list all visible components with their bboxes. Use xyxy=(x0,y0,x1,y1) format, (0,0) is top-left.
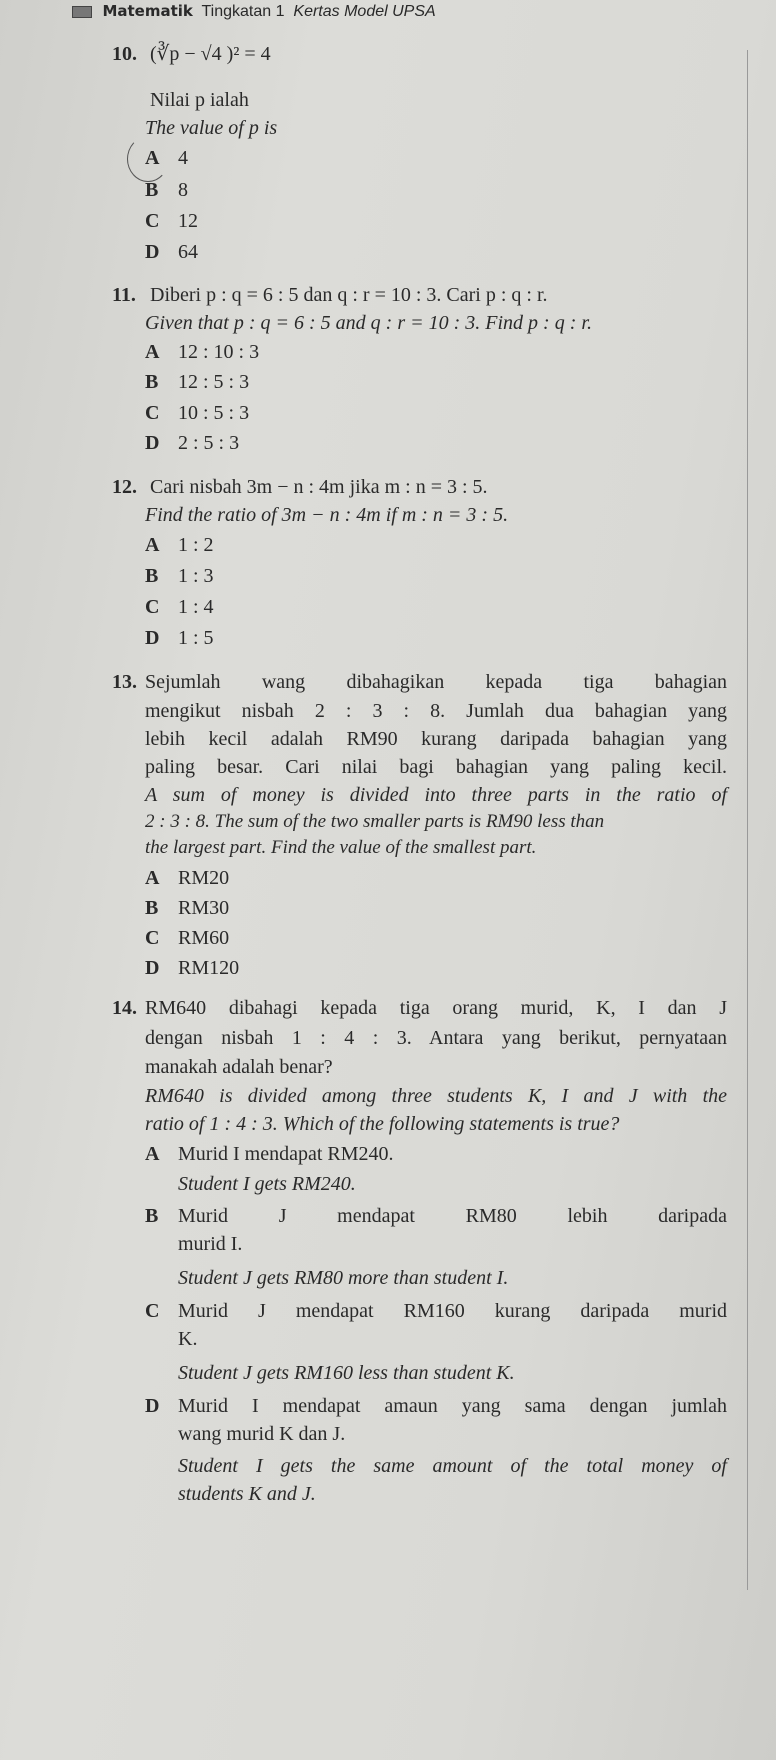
q13-option-c: RM60 xyxy=(178,927,230,949)
q11-option-d: 2 : 5 : 3 xyxy=(178,432,240,454)
q12-option-d-letter[interactable]: D xyxy=(145,627,160,649)
q13-stem-en-line: 2 : 3 : 8. The sum of the two smaller parts is RM90 less than xyxy=(145,811,605,832)
q10-option-b: 8 xyxy=(178,179,188,201)
q11-option-b: 12 : 5 : 3 xyxy=(178,371,250,393)
q12-stem-en: Find the ratio of 3m − n : 4m if m : n = 3 : 5. xyxy=(145,504,509,526)
q10-option-c-letter[interactable]: C xyxy=(145,210,160,232)
header-level: Tingkatan 1 xyxy=(201,3,285,20)
publisher-logo-icon xyxy=(72,6,92,18)
q14-option-b-letter[interactable]: B xyxy=(145,1205,159,1227)
q10-option-a-letter[interactable]: A xyxy=(145,147,160,169)
q12-option-a-letter[interactable]: A xyxy=(145,534,160,556)
q11-stem-en: Given that p : q = 6 : 5 and q : r = 10 : 3. Find p : q : r. xyxy=(145,312,592,334)
header-subject: Matematik xyxy=(102,2,193,20)
header-paper: Kertas Model UPSA xyxy=(293,3,436,20)
q13-stem-en-line: the largest part. Find the value of the smallest part. xyxy=(145,837,537,858)
q13-stem-ms-line: paling besar. Cari nilai bagi bahagian yang paling kecil. xyxy=(145,756,727,778)
q11-option-b-letter[interactable]: B xyxy=(145,371,159,393)
q13-option-b: RM30 xyxy=(178,897,230,919)
q12-option-b-letter[interactable]: B xyxy=(145,565,159,587)
q10-option-b-letter[interactable]: B xyxy=(145,179,159,201)
q14-option-c-ms: Murid J mendapat RM160 kurang daripada murid xyxy=(178,1300,727,1322)
q13-stem-ms-line: mengikut nisbah 2 : 3 : 8. Jumlah dua bahagian yang xyxy=(145,700,727,722)
q13-option-c-letter[interactable]: C xyxy=(145,927,160,949)
q14-option-c-en: Student J gets RM160 less than student K. xyxy=(178,1362,515,1384)
q14-option-a-letter[interactable]: A xyxy=(145,1143,160,1165)
q14-stem-ms-line: manakah adalah benar? xyxy=(145,1056,333,1078)
q14-stem-en-line: ratio of 1 : 4 : 3. Which of the following statements is true? xyxy=(145,1113,620,1135)
q10-number: 10. xyxy=(112,43,137,65)
q13-stem-en-line: A sum of money is divided into three parts in the ratio of xyxy=(145,784,727,806)
q11-option-d-letter[interactable]: D xyxy=(145,432,160,454)
q14-option-c-ms: K. xyxy=(178,1328,198,1350)
q11-stem-ms: Diberi p : q = 6 : 5 dan q : r = 10 : 3. Cari p : q : r. xyxy=(150,284,548,306)
q10-option-a: 4 xyxy=(178,147,188,169)
q13-stem-ms-line: lebih kecil adalah RM90 kurang daripada bahagian yang xyxy=(145,728,727,750)
q10-option-c: 12 xyxy=(178,210,198,232)
q10-stem-ms: Nilai p ialah xyxy=(150,89,249,111)
q13-number: 13. xyxy=(112,671,137,693)
page-header xyxy=(72,2,436,21)
q12-option-c-letter[interactable]: C xyxy=(145,596,160,618)
q11-option-a-letter[interactable]: A xyxy=(145,341,160,363)
q11-number: 11. xyxy=(112,284,136,306)
q14-option-d-ms: wang murid K dan J. xyxy=(178,1423,346,1445)
q12-stem-ms: Cari nisbah 3m − n : 4m jika m : n = 3 : 5. xyxy=(150,476,488,498)
q13-option-d: RM120 xyxy=(178,957,240,979)
q10-equation: (∛p − √4 )² = 4 xyxy=(150,43,271,65)
q14-stem-ms-line: dengan nisbah 1 : 4 : 3. Antara yang berikut, pernyataan xyxy=(145,1027,727,1049)
q10-option-d: 64 xyxy=(178,241,198,263)
q11-option-c: 10 : 5 : 3 xyxy=(178,402,250,424)
q14-stem-ms-line: RM640 dibahagi kepada tiga orang murid, K, I dan J xyxy=(145,997,727,1019)
q14-option-d-ms: Murid I mendapat amaun yang sama dengan jumlah xyxy=(178,1395,727,1417)
margin-rule xyxy=(747,50,748,1590)
q10-stem-en: The value of p is xyxy=(145,117,278,139)
q11-option-a: 12 : 10 : 3 xyxy=(178,341,260,363)
q14-option-a-en: Student I gets RM240. xyxy=(178,1173,356,1195)
q13-option-a: RM20 xyxy=(178,867,230,889)
q12-option-a: 1 : 2 xyxy=(178,534,214,556)
q12-option-b: 1 : 3 xyxy=(178,565,214,587)
q14-option-d-letter[interactable]: D xyxy=(145,1395,160,1417)
q11-option-c-letter[interactable]: C xyxy=(145,402,160,424)
q13-option-d-letter[interactable]: D xyxy=(145,957,160,979)
q12-option-d: 1 : 5 xyxy=(178,627,214,649)
q14-option-b-en: Student J gets RM80 more than student I. xyxy=(178,1267,509,1289)
q12-option-c: 1 : 4 xyxy=(178,596,214,618)
q12-number: 12. xyxy=(112,476,137,498)
q13-stem-ms-line: Sejumlah wang dibahagikan kepada tiga bahagian xyxy=(145,671,727,693)
q14-option-c-letter[interactable]: C xyxy=(145,1300,160,1322)
q13-option-a-letter[interactable]: A xyxy=(145,867,160,889)
q14-option-d-en: Student I gets the same amount of the total money of xyxy=(178,1455,727,1477)
q14-stem-en-line: RM640 is divided among three students K, I and J with the xyxy=(145,1085,727,1107)
q10-option-d-letter[interactable]: D xyxy=(145,241,160,263)
q14-number: 14. xyxy=(112,997,137,1019)
q14-option-a-ms: Murid I mendapat RM240. xyxy=(178,1143,394,1165)
q14-option-d-en: students K and J. xyxy=(178,1483,316,1505)
q14-option-b-ms: murid I. xyxy=(178,1233,243,1255)
q13-option-b-letter[interactable]: B xyxy=(145,897,159,919)
q14-option-b-ms: Murid J mendapat RM80 lebih daripada xyxy=(178,1205,727,1227)
